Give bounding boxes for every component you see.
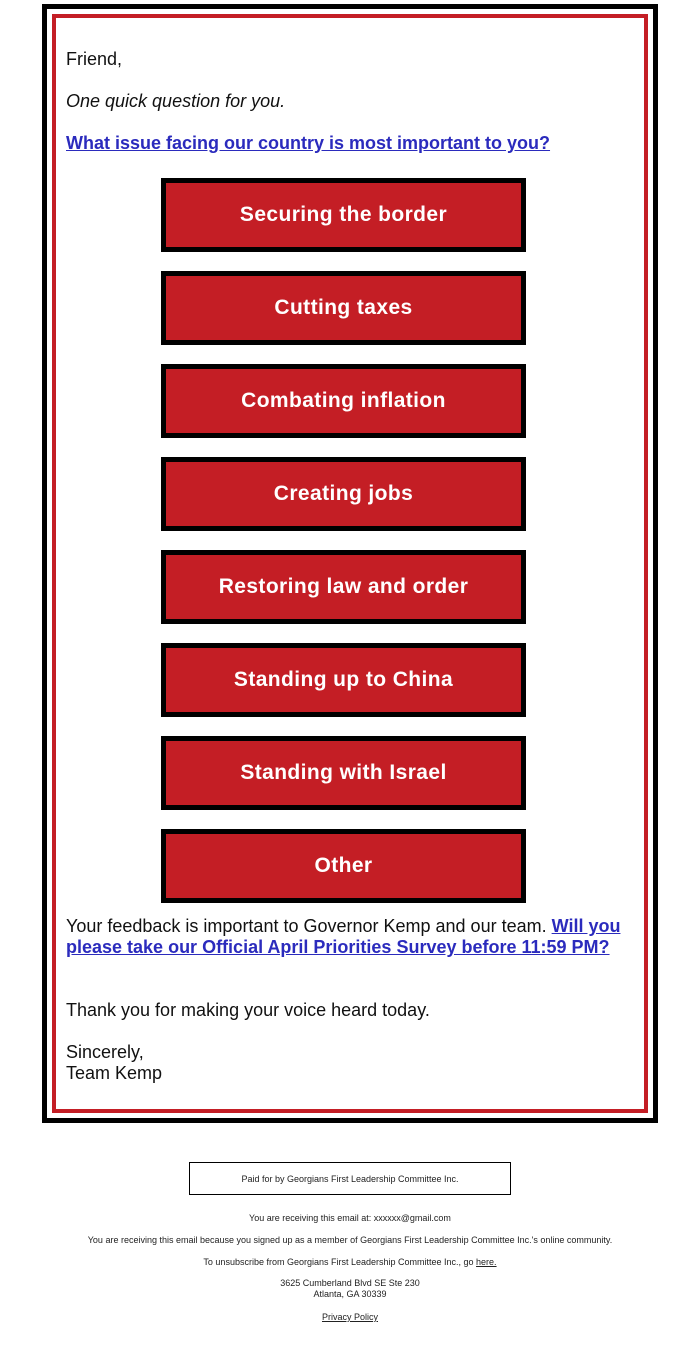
option-button-combating-inflation[interactable]: Combating inflation: [161, 364, 526, 438]
email-inner-frame: [52, 14, 648, 1113]
receiving-reason-text: You are receiving this email because you signed up as a member of Georgians First Leadership Committee Inc.'s online community.: [87, 1235, 613, 1245]
feedback-text: Your feedback is important to Governor Kemp and our team.: [66, 916, 552, 936]
privacy-policy-line: [0, 1312, 700, 1323]
unsubscribe-line: [0, 1257, 700, 1268]
option-button-creating-jobs[interactable]: Creating jobs: [161, 457, 526, 531]
signoff-line: Sincerely,: [66, 1042, 144, 1062]
receiving-at-text: You are receiving this email at: xxxxxx@gmail.com: [249, 1213, 451, 1223]
privacy-policy-link[interactable]: Privacy Policy: [321, 1312, 378, 1322]
address-line-1: 3625 Cumberland Blvd SE Ste 230: [280, 1278, 420, 1288]
unsubscribe-link[interactable]: here.: [476, 1257, 497, 1267]
option-button-securing-the-border[interactable]: Securing the border: [161, 178, 526, 252]
greeting: Friend,: [66, 49, 123, 69]
option-button-standing-up-to-china[interactable]: Standing up to China: [161, 643, 526, 717]
option-button-cutting-taxes[interactable]: Cutting taxes: [161, 271, 526, 345]
option-button-standing-with-israel[interactable]: Standing with Israel: [161, 736, 526, 810]
survey-link[interactable]: Will you please take our Official April Priorities Survey before 11:59 PM?: [66, 916, 621, 957]
unsubscribe-text: To unsubscribe from Georgians First Leadership Committee Inc., go: [203, 1257, 477, 1267]
address-line-2: Atlanta, GA 30339: [313, 1289, 387, 1299]
feedback-paragraph: [66, 916, 621, 958]
option-button-restoring-law-and-order[interactable]: Restoring law and order: [161, 550, 526, 624]
signature: Team Kemp: [66, 1063, 163, 1083]
question-link[interactable]: What issue facing our country is most important to you?: [66, 133, 551, 153]
thanks-text: Thank you for making your voice heard today.: [66, 1000, 430, 1020]
signoff: [66, 1042, 162, 1084]
intro-text: One quick question for you.: [66, 91, 286, 111]
option-button-other[interactable]: Other: [161, 829, 526, 903]
email-outer-frame: [42, 4, 658, 1123]
paid-for-disclaimer: Paid for by Georgians First Leadership Committee Inc.: [189, 1162, 511, 1195]
